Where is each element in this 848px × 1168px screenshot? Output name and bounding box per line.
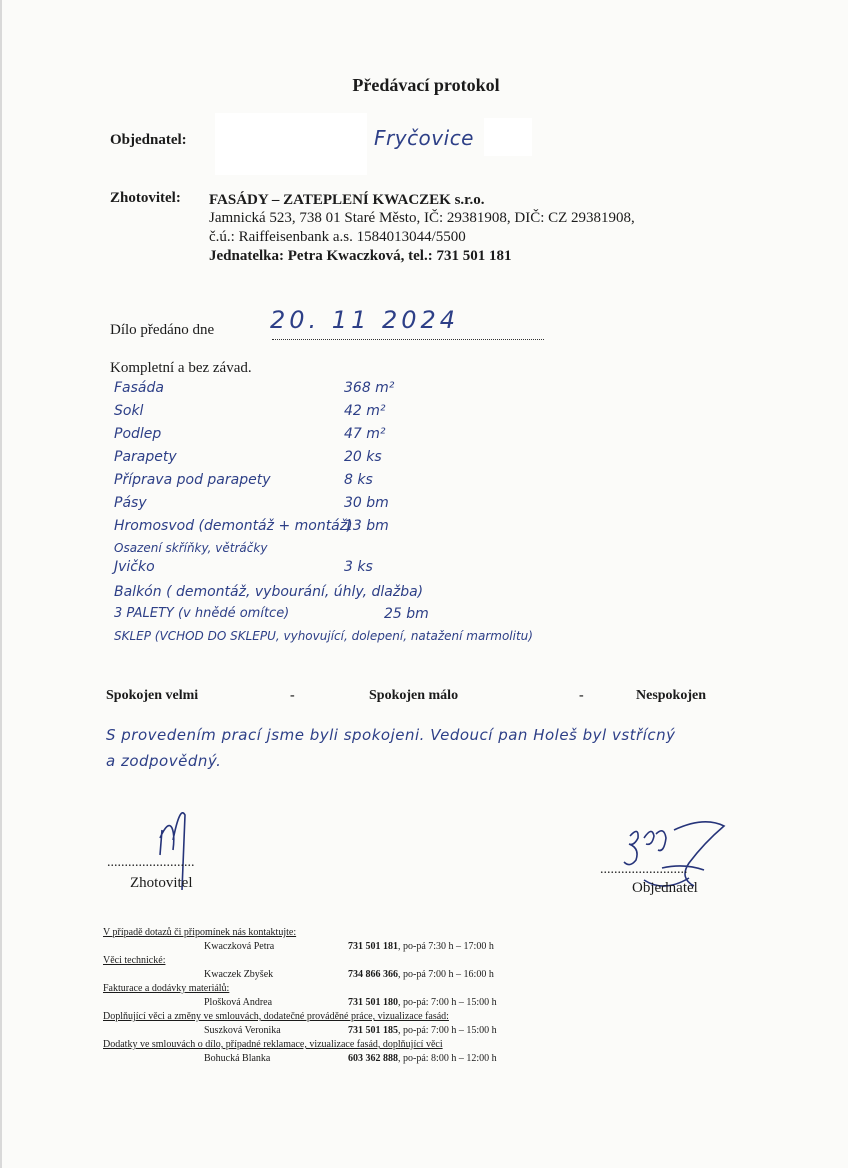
work-item-name: Hromosvod (demontáž + montáž) [114, 518, 353, 534]
redaction-box [215, 113, 367, 175]
work-item [114, 403, 554, 426]
work-item [114, 541, 554, 559]
handover-date: 20. 11 2024 [270, 306, 460, 334]
work-item-qty: 30 bm [344, 495, 389, 511]
work-item [114, 559, 554, 584]
work-item-qty: 8 ks [344, 472, 373, 488]
work-item [114, 629, 554, 652]
contact-heading: Fakturace a dodávky materiálů: [103, 983, 230, 994]
contacts-section [103, 927, 523, 1067]
work-item [114, 606, 554, 629]
work-item-qty: 42 m² [344, 403, 386, 419]
contact-phone: 731 501 185, po-pá: 7:00 h – 15:00 h [348, 1025, 497, 1036]
contractor-name: FASÁDY – ZATEPLENÍ KWACZEK s.r.o. [209, 192, 485, 208]
work-item-name: SKLEP (VCHOD DO SKLEPU, vyhovující, dolepení, natažení marmolitu) [114, 629, 533, 643]
contact-row [103, 1039, 523, 1053]
customer-signature-label: Objednatel [632, 880, 698, 896]
work-item [114, 426, 554, 449]
contractor-label: Zhotovitel: [110, 190, 181, 206]
comment-line-1: S provedením prací jsme byli spokojeni. Vedoucí pan Holeš byl vstřícný [106, 726, 676, 744]
work-item-qty: 20 ks [344, 449, 382, 465]
contact-person: Suszková Veronika [204, 1025, 281, 1036]
contractor-representative: Jednatelka: Petra Kwaczková, tel.: 731 501 181 [209, 248, 512, 264]
work-item [114, 472, 554, 495]
contact-heading: Dodatky ve smlouvách o dílo, případné reklamace, vizualizace fasád, doplňující věci [103, 1039, 443, 1050]
contact-heading: Věci technické: [103, 955, 166, 966]
work-item-name: Fasáda [114, 380, 164, 396]
contact-row [103, 997, 523, 1011]
work-item-name: Podlep [114, 426, 162, 442]
satisfaction-separator: - [579, 688, 584, 703]
work-item-qty: 25 bm [384, 606, 429, 622]
contractor-signature-dots: ......................... [107, 855, 195, 870]
contact-phone: 731 501 180, po-pá: 7:00 h – 15:00 h [348, 997, 497, 1008]
work-item-qty: 13 bm [344, 518, 389, 534]
customer-label: Objednatel: [110, 132, 187, 148]
contact-person: Bohucká Blanka [204, 1053, 271, 1064]
work-item-name: Balkón ( demontáž, vybourání, úhly, dlažba) [114, 584, 424, 600]
contractor-bank: č.ú.: Raiffeisenbank a.s. 1584013044/5500 [209, 229, 466, 245]
work-item [114, 495, 554, 518]
customer-location: Fryčovice [374, 126, 474, 150]
work-items-list [114, 380, 554, 652]
work-item-name: 3 PALETY (v hnědé omítce) [114, 606, 290, 621]
contact-row [103, 1025, 523, 1039]
contact-phone: 734 866 366, po-pá 7:00 h – 16:00 h [348, 969, 494, 980]
work-item-name: Osazení skříňky, větráčky [114, 541, 268, 555]
contractor-signature-label: Zhotovitel [130, 875, 193, 891]
work-item-qty: 3 ks [344, 559, 373, 575]
work-item [114, 380, 554, 403]
satisfaction-separator: - [290, 688, 295, 703]
contacts-intro-row [103, 927, 523, 941]
contact-row [103, 941, 523, 955]
satisfaction-little: Spokojen málo [369, 688, 459, 703]
customer-signature-dots: ......................... [600, 862, 688, 877]
contact-person: Plošková Andrea [204, 997, 273, 1008]
satisfaction-not: Nespokojen [636, 688, 707, 703]
contractor-address: Jamnická 523, 738 01 Staré Město, IČ: 29381908, DIČ: CZ 29381908, [209, 210, 635, 226]
work-item-name: Pásy [114, 495, 147, 511]
document-title: Předávací protokol [352, 75, 500, 95]
work-item [114, 584, 554, 606]
handover-date-line [272, 339, 544, 340]
contact-heading: Doplňující věci a změny ve smlouvách, dodatečné prováděné práce, vizualizace fasád: [103, 1011, 449, 1022]
work-item-qty: 47 m² [344, 426, 386, 442]
contact-row [103, 969, 523, 983]
work-item-name: Sokl [114, 403, 144, 419]
contact-row [103, 955, 523, 969]
work-item-qty: 368 m² [344, 380, 395, 396]
contact-person: Kwaczková Petra [204, 941, 275, 952]
handover-label: Dílo předáno dne [110, 322, 215, 338]
satisfaction-very: Spokojen velmi [106, 688, 199, 703]
contact-person: Kwaczek Zbyšek [204, 969, 274, 980]
contact-phone: 731 501 181, po-pá 7:30 h – 17:00 h [348, 941, 494, 952]
contact-phone: 603 362 888, po-pá: 8:00 h – 12:00 h [348, 1053, 497, 1064]
work-item [114, 518, 554, 541]
redaction-box [484, 118, 532, 156]
completion-label: Kompletní a bez závad. [110, 360, 252, 376]
comment-line-2: a zodpovědný. [106, 752, 222, 770]
work-item [114, 449, 554, 472]
work-item-name: Příprava pod parapety [114, 472, 271, 488]
work-item-name: Jvičko [114, 559, 155, 575]
contact-row [103, 1011, 523, 1025]
work-item-name: Parapety [114, 449, 177, 465]
contacts-intro: V případě dotazů či připomínek nás kontaktujte: [103, 927, 297, 938]
contact-row [103, 983, 523, 997]
contact-row [103, 1053, 523, 1067]
